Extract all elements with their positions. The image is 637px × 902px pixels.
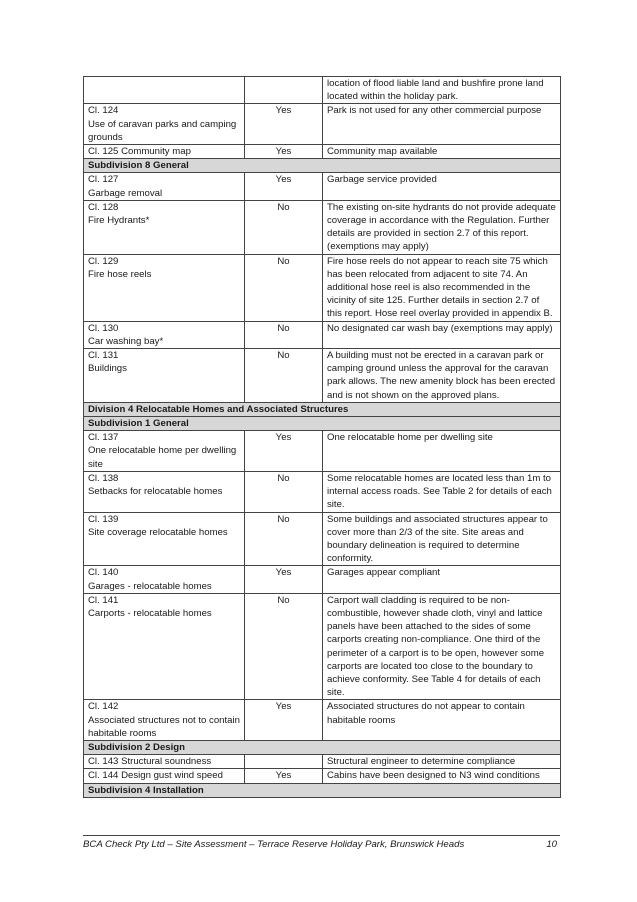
clause-number: Cl. 128 (88, 201, 119, 213)
comment-cell: The existing on-site hydrants do not provide adequate coverage in accordance with the Regulation. Further details are provided in section 2.7 of this report. (exemptions may apply) (323, 200, 561, 254)
table-row (84, 566, 561, 593)
compliance-status (245, 77, 323, 104)
compliance-status: No (245, 349, 323, 403)
compliance-status: No (245, 512, 323, 566)
clause-requirement: Site coverage relocatable homes (88, 526, 228, 538)
table-row (84, 173, 561, 200)
clause-requirement: Fire hose reels (88, 268, 152, 280)
compliance-status: No (245, 200, 323, 254)
clause-requirement: Setbacks for relocatable homes (88, 486, 223, 498)
comment-cell: location of flood liable land and bushfire prone land located within the holiday park. (323, 77, 561, 104)
compliance-status: Yes (245, 700, 323, 741)
comment-cell: Cabins have been designed to N3 wind conditions (323, 769, 561, 783)
clause-cell (84, 593, 245, 700)
comment-cell: Fire hose reels do not appear to reach site 75 which has been relocated from adjacent to site 74. An additional hose reel is also recommended in the vicinity of site 125. Further details in section 2.7 of this report. Hose reel overlay provided in appendix B. (323, 254, 561, 321)
comment-cell: One relocatable home per dwelling site (323, 431, 561, 472)
clause-number: Cl. 131 (88, 350, 119, 362)
clause-requirement: Use of caravan parks and camping grounds (88, 118, 237, 143)
section-heading-row (84, 783, 561, 797)
clause-number: Cl. 124 (88, 105, 119, 117)
clause-cell (84, 321, 245, 348)
table-row (84, 593, 561, 700)
table-row (84, 254, 561, 321)
comment-cell: Carport wall cladding is required to be non-combustible, however shade cloth, vinyl and lattice panels have been attached to the sides of some carports creating non-compliance. One third of the perimeter of a carport is to be open, however some carports are located too close to the boundary to achieve conformity. See Table 4 for details of each site. (323, 593, 561, 700)
clause-number: Cl. 140 (88, 567, 119, 579)
table-row (84, 321, 561, 348)
clause-cell (84, 566, 245, 593)
clause-number: Cl. 137 (88, 432, 119, 444)
page-footer (83, 839, 560, 850)
section-heading-row (84, 159, 561, 173)
compliance-status: Yes (245, 104, 323, 145)
table-row (84, 700, 561, 741)
clause-cell (84, 700, 245, 741)
table-row (84, 431, 561, 472)
comment-cell: Garbage service provided (323, 173, 561, 200)
comment-cell: A building must not be erected in a caravan park or camping ground unless the approval for the caravan park allows. The new amenity block has been erected and is not shown on the approved plans. (323, 349, 561, 403)
clause-requirement: Buildings (88, 363, 127, 375)
section-heading-row (84, 740, 561, 754)
table-row (84, 104, 561, 145)
compliance-status: No (245, 471, 323, 512)
comment-cell: Some relocatable homes are located less than 1m to internal access roads. See Table 2 for details of each site. (323, 471, 561, 512)
clause-cell (84, 77, 245, 104)
assessment-table-body (84, 77, 561, 798)
compliance-status: Yes (245, 769, 323, 783)
compliance-status: No (245, 321, 323, 348)
section-heading-row (84, 417, 561, 431)
clause-number: Cl. 143 Structural soundness (88, 756, 212, 768)
section-heading: Subdivision 4 Installation (84, 783, 561, 797)
compliance-status: Yes (245, 173, 323, 200)
clause-cell (84, 755, 245, 769)
clause-cell (84, 431, 245, 472)
clause-number: Cl. 141 (88, 594, 119, 606)
clause-cell (84, 104, 245, 145)
comment-cell: Garages appear compliant (323, 566, 561, 593)
clause-number: Cl. 138 (88, 472, 119, 484)
table-row (84, 471, 561, 512)
clause-number: Cl. 127 (88, 174, 119, 186)
table-row (84, 145, 561, 159)
table-row (84, 349, 561, 403)
section-heading: Division 4 Relocatable Homes and Associated Structures (84, 402, 561, 416)
clause-requirement: Garages - relocatable homes (88, 580, 212, 592)
footer-divider (83, 835, 560, 836)
clause-number: Cl. 129 (88, 255, 119, 267)
clause-cell (84, 471, 245, 512)
section-heading-row (84, 402, 561, 416)
compliance-status: No (245, 254, 323, 321)
page-number: 10 (546, 839, 557, 850)
comment-cell: Community map available (323, 145, 561, 159)
table-row (84, 77, 561, 104)
clause-cell (84, 349, 245, 403)
clause-number: Cl. 142 (88, 701, 119, 713)
clause-number: Cl. 130 (88, 322, 119, 334)
section-heading: Subdivision 8 General (84, 159, 561, 173)
clause-requirement: Car washing bay* (88, 335, 164, 347)
clause-cell (84, 512, 245, 566)
section-heading: Subdivision 2 Design (84, 740, 561, 754)
clause-requirement: Carports - relocatable homes (88, 607, 212, 619)
comment-cell: Structural engineer to determine compliance (323, 755, 561, 769)
comment-cell: Associated structures do not appear to contain habitable rooms (323, 700, 561, 741)
clause-cell (84, 254, 245, 321)
table-row (84, 769, 561, 783)
clause-requirement: Fire Hydrants* (88, 215, 150, 227)
clause-requirement: One relocatable home per dwelling site (88, 445, 237, 470)
clause-requirement: Associated structures not to contain habitable rooms (88, 714, 240, 739)
clause-number: Cl. 144 Design gust wind speed (88, 770, 223, 782)
footer-text: BCA Check Pty Ltd – Site Assessment – Terrace Reserve Holiday Park, Brunswick Heads (83, 839, 465, 850)
section-heading: Subdivision 1 General (84, 417, 561, 431)
clause-requirement: Garbage removal (88, 187, 163, 199)
compliance-status: Yes (245, 566, 323, 593)
clause-number: Cl. 139 (88, 513, 119, 525)
clause-cell (84, 769, 245, 783)
compliance-status: Yes (245, 145, 323, 159)
compliance-status (245, 755, 323, 769)
comment-cell: Park is not used for any other commercial purpose (323, 104, 561, 145)
table-row (84, 200, 561, 254)
clause-cell (84, 200, 245, 254)
comment-cell: No designated car wash bay (exemptions may apply) (323, 321, 561, 348)
clause-cell (84, 173, 245, 200)
compliance-status: Yes (245, 431, 323, 472)
clause-cell (84, 145, 245, 159)
clause-number: Cl. 125 Community map (88, 146, 191, 158)
compliance-status: No (245, 593, 323, 700)
table-row (84, 512, 561, 566)
table-row (84, 755, 561, 769)
comment-cell: Some buildings and associated structures appear to cover more than 2/3 of the site. Site areas and boundary delineation is required to determine conformity. (323, 512, 561, 566)
assessment-table (83, 76, 561, 798)
